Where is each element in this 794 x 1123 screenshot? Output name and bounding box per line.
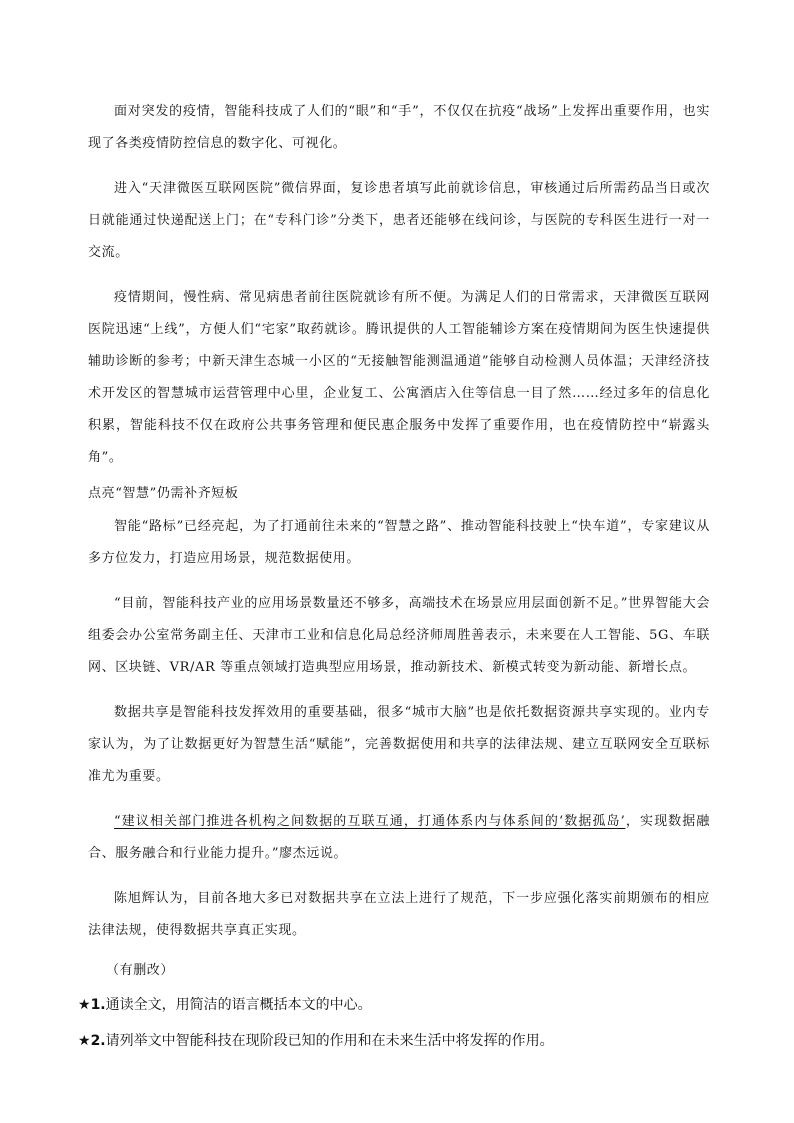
- question-number: 2.: [90, 1033, 106, 1049]
- question-text: 请列举文中智能科技在现阶段已知的作用和在未来生活中将发挥的作用。: [105, 1033, 554, 1049]
- section-subheading: 点亮“智慧”仍需补齐短板: [88, 486, 239, 501]
- paragraph-1: 面对突发的疫情，智能科技成了人们的“眼”和“手”，不仅仅在抗疫“战场”上发挥出重要作用，也实现了各类疫情防控信息的数字化、可视化。: [88, 104, 710, 151]
- paragraph-last: 陈旭辉认为，目前各地大多已对数据共享在立法上进行了规范，下一步应强化落实前期颁布的相应法律法规，使得数据共享真正实现。: [88, 891, 710, 938]
- question-number: 1.: [90, 997, 106, 1013]
- paragraph-quote: [88, 806, 710, 870]
- question-text: 通读全文，用简洁的语言概括本文的中心。: [105, 997, 372, 1013]
- star-icon: ★: [78, 997, 91, 1013]
- underlined-quote: “建议相关部门推进各机构之间数据的互联互通，打通体系内与体系间的‘数据孤岛’: [114, 814, 626, 829]
- quote-rest: ，实现数据融合、服务融合和行业能力提升。”廖杰远说。: [88, 814, 710, 861]
- paragraph-6: 数据共享是智能科技发挥效用的重要基础，很多“城市大脑”也是依托数据资源共享实现的。业内专家认为，为了让数据更好为智慧生活“赋能”，完善数据使用和共享的法律法规、建立互联网安全互联标准尤为重要。: [88, 705, 710, 784]
- star-icon: ★: [78, 1033, 91, 1049]
- paragraph-5: “目前，智能科技产业的应用场景数量还不够多，高端技术在场景应用层面创新不足。”世界智能大会组委会办公室常务副主任、天津市工业和信息化局总经济师周胜善表示，未来要在人工智能、5G、车联网、区块链、VR/AR 等重点领域打造典型应用场景，推动新技术、新模式转变为新动能、新增长点。: [88, 596, 710, 675]
- article-body: [78, 96, 710, 1066]
- question-2: [78, 1030, 710, 1052]
- question-1: [78, 994, 710, 1016]
- paragraph-4: 智能“路标”已经亮起，为了打通前往未来的“智慧之路”、推动智能科技驶上“快车道”，专家建议从多方位发力，打造应用场景，规范数据使用。: [88, 519, 710, 566]
- paragraph-2: 进入“天津微医互联网医院”微信界面，复诊患者填写此前就诊信息，审核通过后所需药品当日或次日就能通过快递配送上门；在“专科门诊”分类下，患者还能够在线问诊，与医院的专科医生进行一对一交流。: [88, 181, 710, 260]
- paragraph-3: 疫情期间，慢性病、常见病患者前往医院就诊有所不便。为满足人们的日常需求，天津微医互联网医院迅速“上线”，方便人们“宅家”取药就诊。腾讯提供的人工智能辅诊方案在疫情期间为医生快速提供辅助诊断的参考；中新天津生态城一小区的“无接触智能测温通道”能够自动检测人员体温；天津经济技术开发区的智慧城市运营管理中心里，企业复工、公寓酒店入住等信息一目了然……经过多年的信息化积累，智能科技不仅在政府公共事务管理和便民惠企服务中发挥了重要作用，也在疫情防控中“崭露头角”。: [88, 290, 710, 465]
- edit-note: （有删改）: [106, 963, 175, 978]
